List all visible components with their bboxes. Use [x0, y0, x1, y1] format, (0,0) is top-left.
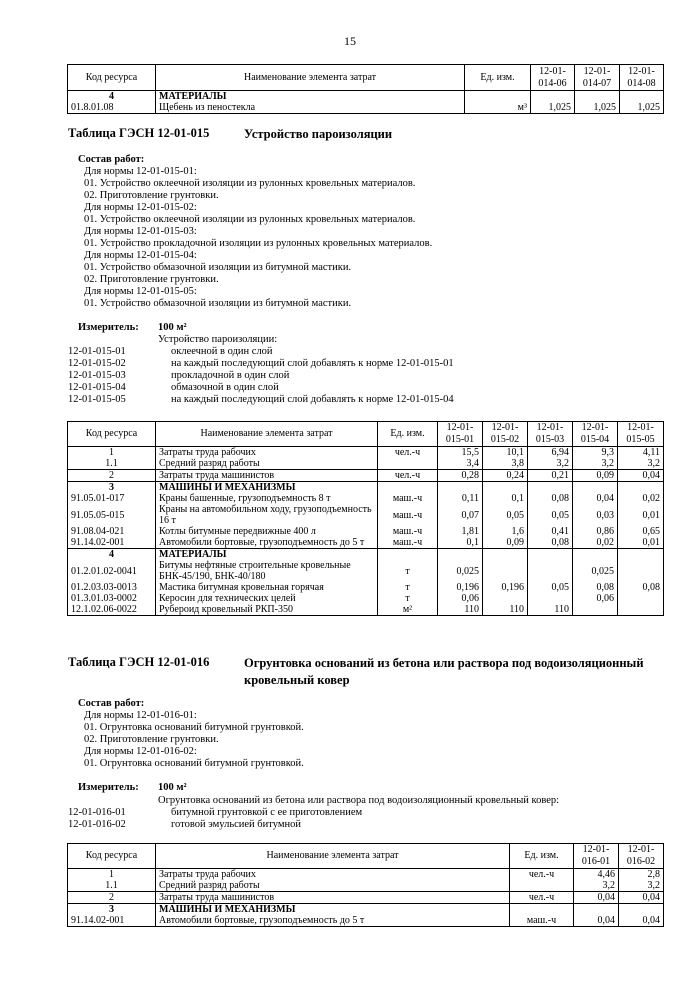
col-header-unit: Ед. изм.	[378, 422, 438, 447]
norm-code: 12-01-015-03	[68, 370, 126, 381]
cell-name: Рубероид кровельный РКП-350	[156, 604, 378, 616]
cell-name: Щебень из пеностекла	[156, 102, 465, 114]
table-name: Устройство пароизоляции	[244, 127, 393, 141]
cell-name: Керосин для технических целей	[156, 593, 378, 604]
cell-name: Битумы нефтяные строительные кровельные БНК-45/190, БНК-40/180	[156, 560, 378, 582]
cell-code: 4	[68, 549, 156, 561]
cell-name: МАШИНЫ И МЕХАНИЗМЫ	[156, 482, 378, 494]
measurement-block	[68, 782, 668, 834]
cell-value: 0,07	[438, 504, 483, 526]
table-row	[68, 482, 664, 494]
cell-value	[483, 560, 528, 582]
cell-value	[618, 604, 664, 616]
cell-value	[438, 549, 483, 561]
cell-value: 1,6	[483, 526, 528, 537]
cell-value	[531, 91, 575, 103]
table-12-01-016	[67, 843, 664, 927]
cell-unit: маш.-ч	[378, 493, 438, 504]
cell-value: 0,03	[573, 504, 618, 526]
work-header: Состав работ:	[78, 154, 145, 165]
cell-value: 0,01	[618, 504, 664, 526]
norm-text: обмазочной в один слой	[171, 382, 279, 393]
norm-text: готовой эмульсией битумной	[171, 819, 301, 830]
cell-name: Средний разряд работы	[156, 458, 378, 470]
norm-code: 12-01-015-01	[68, 346, 126, 357]
col-header-unit: Ед. изм.	[510, 844, 574, 869]
cell-value: 3,2	[573, 458, 618, 470]
cell-unit: т	[378, 582, 438, 593]
table-row	[68, 904, 664, 916]
table-name: Огрунтовка оснований из бетона или раствора под водоизоляционный кровельный ковер	[244, 656, 644, 687]
cell-unit: маш.-ч	[378, 504, 438, 526]
col-header-norm: 12-01-015-05	[618, 422, 664, 447]
table-header-row	[68, 422, 664, 447]
cell-code: 91.05.05-015	[68, 504, 156, 526]
cell-name: Затраты труда машинистов	[156, 892, 510, 904]
section-title	[68, 126, 393, 141]
cell-code: 2	[68, 892, 156, 904]
cell-value: 0,01	[618, 537, 664, 549]
cell-value: 0,65	[618, 526, 664, 537]
work-line: Для нормы 12-01-015-03:	[84, 226, 197, 237]
cell-value	[483, 549, 528, 561]
cell-value: 1,81	[438, 526, 483, 537]
table-row	[68, 604, 664, 616]
cell-value: 0,1	[483, 493, 528, 504]
table-row	[68, 447, 664, 459]
cell-value: 0,08	[573, 582, 618, 593]
col-header-norm: 12-01-014-08	[620, 65, 664, 91]
norm-text: на каждый последующий слой добавлять к норме 12-01-015-04	[171, 394, 454, 405]
page-number: 15	[344, 34, 356, 48]
norm-code: 12-01-015-04	[68, 382, 126, 393]
work-line: 01. Устройство обмазочной изоляции из битумной мастики.	[84, 262, 352, 273]
col-header-norm: 12-01-014-07	[575, 65, 620, 91]
cell-value: 0,06	[573, 593, 618, 604]
cell-code: 1.1	[68, 458, 156, 470]
cell-value: 0,02	[573, 537, 618, 549]
cell-value: 0,04	[619, 892, 664, 904]
cell-name: Затраты труда рабочих	[156, 869, 510, 881]
cell-unit: чел.-ч	[378, 470, 438, 482]
cell-value	[575, 91, 620, 103]
cell-value: 3,4	[438, 458, 483, 470]
cell-value: 0,08	[528, 537, 573, 549]
col-header-norm: 12-01-015-03	[528, 422, 573, 447]
col-header-code: Код ресурса	[68, 65, 156, 91]
cell-value: 0,04	[574, 915, 619, 927]
cell-value: 0,28	[438, 470, 483, 482]
cell-unit	[378, 549, 438, 561]
cell-code: 01.2.03.03-0013	[68, 582, 156, 593]
cell-value: 9,3	[573, 447, 618, 459]
cell-value: 0,11	[438, 493, 483, 504]
cell-value	[483, 593, 528, 604]
cell-code: 1.1	[68, 880, 156, 892]
table-row	[68, 593, 664, 604]
work-line: 01. Огрунтовка оснований битумной грунтовкой.	[84, 722, 304, 733]
cell-value: 0,06	[438, 593, 483, 604]
section-title	[68, 655, 644, 687]
cell-name: МАШИНЫ И МЕХАНИЗМЫ	[156, 904, 510, 916]
cell-unit	[510, 904, 574, 916]
cell-value	[528, 560, 573, 582]
table-header-row	[68, 65, 664, 91]
table-row	[68, 537, 664, 549]
norm-text: прокладочной в один слой	[171, 370, 290, 381]
cell-code: 01.3.01.03-0002	[68, 593, 156, 604]
cell-value	[620, 91, 664, 103]
col-header-name: Наименование элемента затрат	[156, 65, 465, 91]
cell-value: 110	[438, 604, 483, 616]
cell-code: 12.1.02.06-0022	[68, 604, 156, 616]
table-row	[68, 526, 664, 537]
cell-value	[573, 482, 618, 494]
cell-unit: маш.-ч	[510, 915, 574, 927]
cell-value: 10,1	[483, 447, 528, 459]
work-line: Для нормы 12-01-015-01:	[84, 166, 197, 177]
table-row	[68, 549, 664, 561]
cell-value: 1,025	[575, 102, 620, 114]
meter-label: Измеритель:	[78, 782, 139, 793]
cell-unit: маш.-ч	[378, 537, 438, 549]
table-row	[68, 102, 664, 114]
work-line: 01. Устройство оклеечной изоляции из рулонных кровельных материалов.	[84, 214, 416, 225]
cell-unit: м³	[465, 102, 531, 114]
col-header-norm: 12-01-015-04	[573, 422, 618, 447]
cell-name: Затраты труда машинистов	[156, 470, 378, 482]
table-number: Таблица ГЭСН 12-01-016	[68, 655, 210, 669]
cell-value	[528, 549, 573, 561]
work-composition	[78, 698, 304, 770]
table-row	[68, 880, 664, 892]
table-row	[68, 493, 664, 504]
cell-value: 0,05	[528, 582, 573, 593]
work-line: Для нормы 12-01-015-04:	[84, 250, 197, 261]
col-header-norm: 12-01-015-01	[438, 422, 483, 447]
work-line: 02. Приготовление грунтовки.	[84, 190, 219, 201]
cell-value	[483, 482, 528, 494]
cell-value: 110	[483, 604, 528, 616]
col-header-code: Код ресурса	[68, 844, 156, 869]
table-row	[68, 560, 664, 582]
cell-value: 3,2	[619, 880, 664, 892]
norm-text: битумной грунтовкой с ее приготовлением	[171, 807, 363, 818]
meter-unit: 100 м²	[158, 782, 187, 793]
cell-code: 01.2.01.02-0041	[68, 560, 156, 582]
cell-unit: т	[378, 593, 438, 604]
measurement-block	[68, 322, 668, 412]
cell-value: 0,1	[438, 537, 483, 549]
table-number: Таблица ГЭСН 12-01-015	[68, 126, 210, 140]
cell-code: 3	[68, 904, 156, 916]
cell-value: 0,09	[573, 470, 618, 482]
col-header-norm: 12-01-015-02	[483, 422, 528, 447]
cell-name: Автомобили бортовые, грузоподъемность до 5 т	[156, 537, 378, 549]
cell-value: 0,21	[528, 470, 573, 482]
cell-value: 110	[528, 604, 573, 616]
col-header-name: Наименование элемента затрат	[156, 422, 378, 447]
cell-value	[573, 549, 618, 561]
col-header-unit: Ед. изм.	[465, 65, 531, 91]
cell-unit	[510, 880, 574, 892]
cell-code: 1	[68, 447, 156, 459]
work-composition	[78, 154, 433, 310]
cell-unit	[378, 482, 438, 494]
work-line: 01. Устройство прокладочной изоляции из рулонных кровельных материалов.	[84, 238, 433, 249]
cell-value	[528, 482, 573, 494]
cell-name: МАТЕРИАЛЫ	[156, 549, 378, 561]
cell-value: 4,11	[618, 447, 664, 459]
work-line: 01. Устройство оклеечной изоляции из рулонных кровельных материалов.	[84, 178, 416, 189]
work-line: Для нормы 12-01-016-02:	[84, 746, 197, 757]
cell-value	[528, 593, 573, 604]
meter-description: Огрунтовка оснований из бетона или раствора под водоизоляционный кровельный ковер:	[158, 795, 560, 806]
cell-name: Автомобили бортовые, грузоподъемность до 5 т	[156, 915, 510, 927]
table-continuation	[67, 64, 664, 114]
table-row	[68, 892, 664, 904]
norm-code: 12-01-015-02	[68, 358, 126, 369]
table-row	[68, 470, 664, 482]
work-line: Для нормы 12-01-015-02:	[84, 202, 197, 213]
norm-code: 12-01-015-05	[68, 394, 126, 405]
cell-code: 91.05.01-017	[68, 493, 156, 504]
table-row	[68, 915, 664, 927]
cell-unit: м²	[378, 604, 438, 616]
cell-value: 0,196	[483, 582, 528, 593]
work-line: 01. Огрунтовка оснований битумной грунтовкой.	[84, 758, 304, 769]
cell-value	[618, 482, 664, 494]
cell-value: 3,8	[483, 458, 528, 470]
cell-value: 1,025	[620, 102, 664, 114]
cell-value: 0,08	[618, 582, 664, 593]
cell-value: 3,2	[574, 880, 619, 892]
norm-code: 12-01-016-01	[68, 807, 126, 818]
meter-description: Устройство пароизоляции:	[158, 334, 278, 345]
work-line: Для нормы 12-01-016-01:	[84, 710, 197, 721]
meter-unit: 100 м²	[158, 322, 187, 333]
cell-value: 0,41	[528, 526, 573, 537]
col-header-norm: 12-01-014-06	[531, 65, 575, 91]
cell-value: 0,09	[483, 537, 528, 549]
work-line: 02. Приготовление грунтовки.	[84, 274, 219, 285]
cell-unit: маш.-ч	[378, 526, 438, 537]
cell-unit: чел.-ч	[510, 892, 574, 904]
cell-value: 4,46	[574, 869, 619, 881]
cell-value	[573, 604, 618, 616]
cell-code: 3	[68, 482, 156, 494]
col-header-norm: 12-01-016-02	[619, 844, 664, 869]
cell-code: 91.14.02-001	[68, 915, 156, 927]
cell-value: 0,196	[438, 582, 483, 593]
norm-text: оклеечной в один слой	[171, 346, 273, 357]
cell-unit: т	[378, 560, 438, 582]
cell-name: МАТЕРИАЛЫ	[156, 91, 465, 103]
cell-name: Затраты труда рабочих	[156, 447, 378, 459]
norm-code: 12-01-016-02	[68, 819, 126, 830]
cell-value	[618, 593, 664, 604]
cell-value: 0,04	[573, 493, 618, 504]
table-row	[68, 869, 664, 881]
cell-value: 0,05	[483, 504, 528, 526]
table-header-row	[68, 844, 664, 869]
cell-value	[618, 549, 664, 561]
cell-value: 3,2	[528, 458, 573, 470]
cell-unit: чел.-ч	[378, 447, 438, 459]
cell-value: 0,025	[438, 560, 483, 582]
col-header-name: Наименование элемента затрат	[156, 844, 510, 869]
cell-value: 0,08	[528, 493, 573, 504]
cell-code: 91.14.02-001	[68, 537, 156, 549]
cell-unit	[378, 458, 438, 470]
cell-unit: чел.-ч	[510, 869, 574, 881]
col-header-norm: 12-01-016-01	[574, 844, 619, 869]
cell-code: 4	[68, 91, 156, 103]
cell-value: 0,04	[618, 470, 664, 482]
table-row	[68, 582, 664, 593]
cell-code: 01.8.01.08	[68, 102, 156, 114]
cell-value	[618, 560, 664, 582]
cell-value: 0,04	[619, 915, 664, 927]
cell-value: 0,05	[528, 504, 573, 526]
cell-value: 0,02	[618, 493, 664, 504]
col-header-code: Код ресурса	[68, 422, 156, 447]
cell-name: Краны башенные, грузоподъемность 8 т	[156, 493, 378, 504]
cell-value: 3,2	[618, 458, 664, 470]
norm-text: на каждый последующий слой добавлять к норме 12-01-015-01	[171, 358, 454, 369]
cell-value	[619, 904, 664, 916]
table-row	[68, 458, 664, 470]
cell-name: Мастика битумная кровельная горячая	[156, 582, 378, 593]
work-header: Состав работ:	[78, 698, 145, 709]
cell-value: 15,5	[438, 447, 483, 459]
work-line: 01. Устройство обмазочной изоляции из битумной мастики.	[84, 298, 352, 309]
cell-unit	[465, 91, 531, 103]
cell-value	[574, 904, 619, 916]
table-row	[68, 504, 664, 526]
cell-code: 91.08.04-021	[68, 526, 156, 537]
cell-code: 1	[68, 869, 156, 881]
cell-value: 0,86	[573, 526, 618, 537]
cell-code: 2	[68, 470, 156, 482]
cell-name: Котлы битумные передвижные 400 л	[156, 526, 378, 537]
cell-name: Краны на автомобильном ходу, грузоподъемность 16 т	[156, 504, 378, 526]
cell-value: 0,24	[483, 470, 528, 482]
cell-value: 6,94	[528, 447, 573, 459]
cell-value: 0,025	[573, 560, 618, 582]
work-line: Для нормы 12-01-015-05:	[84, 286, 197, 297]
cell-value	[438, 482, 483, 494]
cell-value: 2,8	[619, 869, 664, 881]
cell-value: 0,04	[574, 892, 619, 904]
cell-value: 1,025	[531, 102, 575, 114]
table-12-01-015	[67, 421, 664, 616]
cell-name: Средний разряд работы	[156, 880, 510, 892]
meter-label: Измеритель:	[78, 322, 139, 333]
work-line: 02. Приготовление грунтовки.	[84, 734, 219, 745]
table-row	[68, 91, 664, 103]
